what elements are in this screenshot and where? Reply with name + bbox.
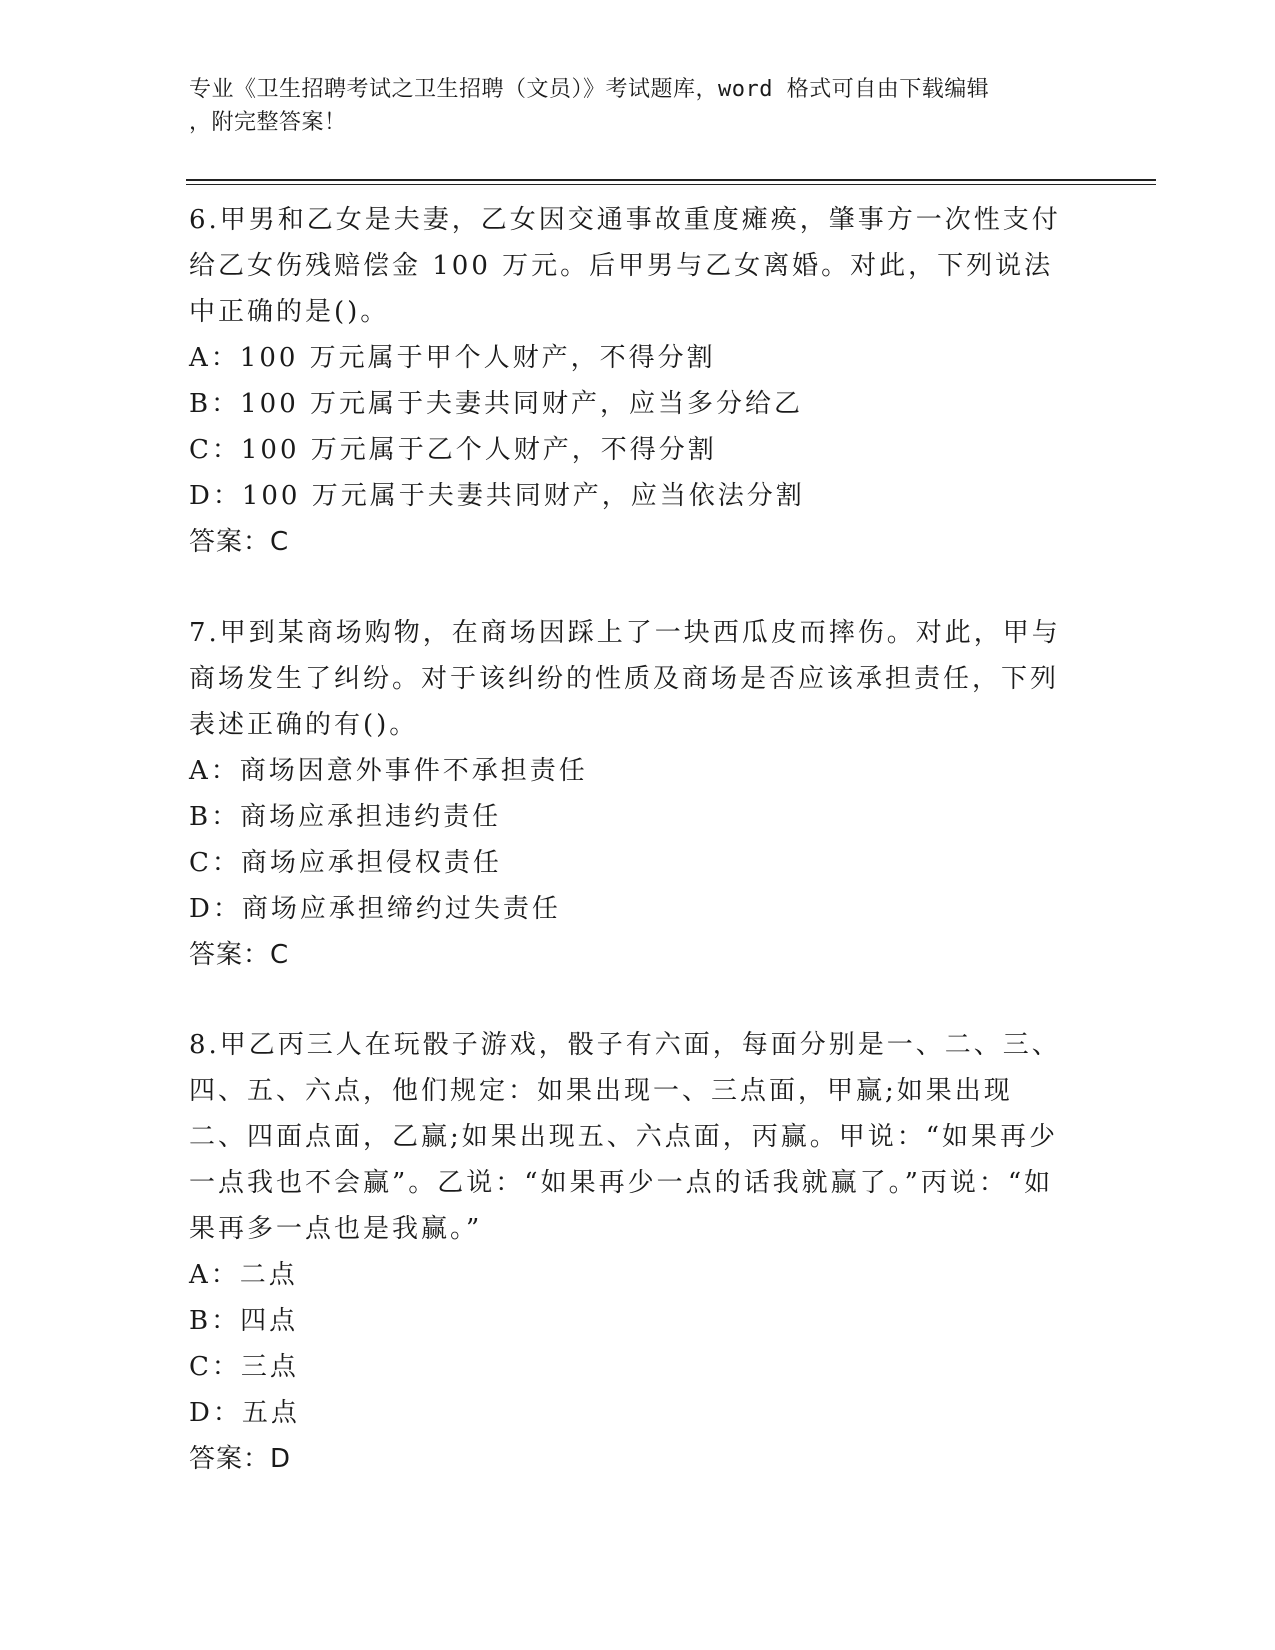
question-stem: 7.甲到某商场购物，在商场因踩上了一块西瓜皮而摔伤。对此，甲与商场发生了纠纷。对于该纠纷的性质及商场是否应该承担责任，下列表述正确的有()。 — [189, 618, 1061, 740]
option-c: C：100 万元属于乙个人财产，不得分割 — [189, 435, 717, 465]
answer: 答案：D — [189, 1444, 292, 1474]
header-line-1: 专业《卫生招聘考试之卫生招聘（文员）》考试题库，word 格式可自由下载编辑 — [189, 77, 990, 102]
header-line-2: ，附完整答案！ — [189, 110, 347, 135]
header-divider-thin — [186, 184, 1156, 185]
question-7 — [189, 610, 1069, 978]
header-divider-thick — [186, 179, 1156, 181]
option-b: B：四点 — [189, 1306, 299, 1336]
answer: 答案：C — [189, 527, 290, 557]
question-stem: 8.甲乙丙三人在玩骰子游戏，骰子有六面，每面分别是一、二、三、四、五、六点，他们规定：如果出现一、三点面，甲赢;如果出现二、四面点面，乙赢;如果出现五、六点面，丙赢。甲说：“如果再少一点我也不会赢”。乙说：“如果再少一点的话我就赢了。”丙说：“如果再多一点也是我赢。” — [189, 1030, 1061, 1244]
option-d: D：五点 — [189, 1398, 300, 1428]
question-6 — [189, 197, 1069, 565]
option-d: D：商场应承担缔约过失责任 — [189, 894, 561, 924]
option-b: B：100 万元属于夫妻共同财产，应当多分给乙 — [189, 389, 803, 419]
option-a: A：二点 — [189, 1260, 298, 1290]
document-header — [189, 73, 1069, 139]
option-a: A：100 万元属于甲个人财产，不得分割 — [189, 343, 716, 373]
option-d: D：100 万元属于夫妻共同财产，应当依法分割 — [189, 481, 805, 511]
option-a: A：商场因意外事件不承担责任 — [189, 756, 588, 786]
answer: 答案：C — [189, 940, 290, 970]
option-c: C：商场应承担侵权责任 — [189, 848, 502, 878]
question-8 — [189, 1022, 1069, 1482]
question-stem: 6.甲男和乙女是夫妻，乙女因交通事故重度瘫痪，肇事方一次性支付给乙女伤残赔偿金 100 万元。后甲男与乙女离婚。对此，下列说法中正确的是()。 — [189, 205, 1061, 327]
option-c: C：三点 — [189, 1352, 299, 1382]
option-b: B：商场应承担违约责任 — [189, 802, 502, 832]
